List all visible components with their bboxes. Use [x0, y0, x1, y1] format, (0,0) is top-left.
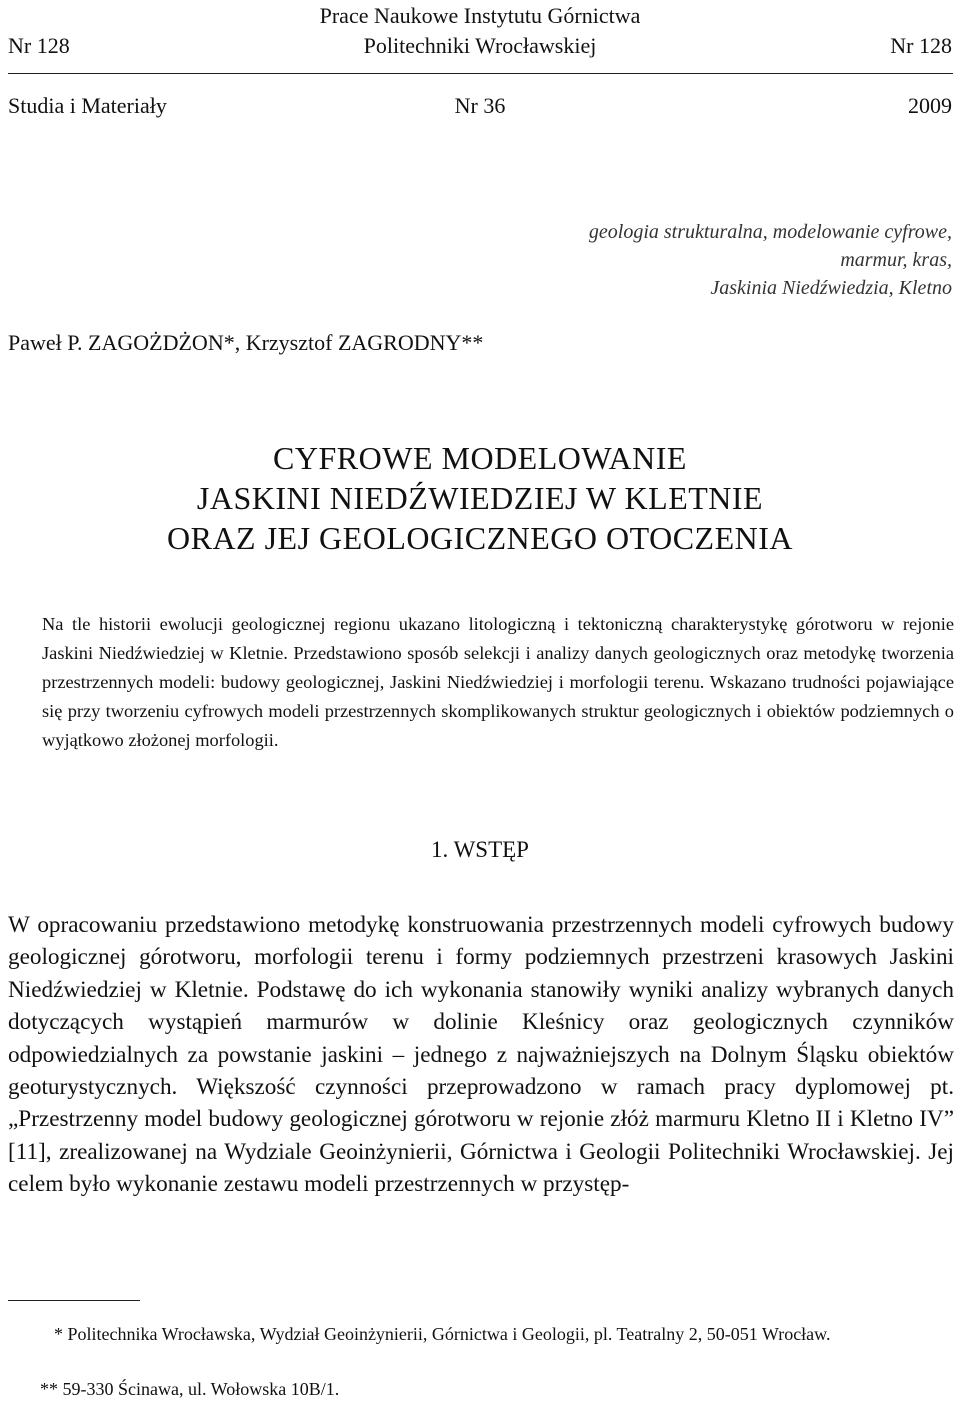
abstract: Na tle historii ewolucji geologicznej regionu ukazano litologiczną i tektoniczną charakterystykę górotworu w rejonie Jaskini Niedźwiedziej w Kletnie. Przedstawiono sposób selekcji i analizy danych geologicznych oraz metodykę tworzenia przestrzennych modeli: budowy geologicznej, Jaskini Niedźwiedziej i morfologii terenu. Wskazano trudności pojawiające się przy tworzeniu cyfrowych modeli przestrzennych skomplikowanych struktur geologicznych i obiektów podziemnych o wyjątkowo złożonej morfologii. — [42, 614, 954, 750]
journal-name-line2: Politechniki Wrocławskiej — [363, 33, 597, 58]
section-heading: 1. WSTĘP — [431, 837, 529, 862]
journal-name-line1: Prace Naukowe Instytutu Górnictwa — [319, 3, 641, 28]
keyword-line: marmur, kras, — [840, 249, 952, 271]
paper-title-line: ORAZ JEJ GEOLOGICZNEGO OTOCZENIA — [166, 520, 793, 556]
footnote-affiliation: * Politechnika Wrocławska, Wydział Geoinżynierii, Górnictwa i Geologii, pl. Teatralny 2, 50-051 Wrocław. — [54, 1324, 831, 1344]
body-paragraph: W opracowaniu przedstawiono metodykę konstruowania przestrzennych modeli cyfrowych budowy geologicznej górotworu, morfologii terenu i formy podziemnych przestrzeni krasowych Jaskini Niedźwiedziej w Kletnie. Podstawę do ich wykonania stanowiły wyniki analizy wybranych danych dotyczących wystąpień marmurów w dolinie Kleśnicy oraz geologicznych czynników odpowiedzialnych za powstanie jaskini – jednego z najważniejszych na Dolnym Śląsku obiektów geoturystycznych. Większość czynności przeprowadzono w ramach pracy dyplomowej pt. „Przestrzenny model budowy geologicznej górotworu w rejonie złóż marmuru Kletno II i Kletno IV” [11], zrealizowanej na Wydziale Geoinżynierii, Górnictwa i Geologii Politechniki Wrocławskiej. Jej celem było wykonanie zestawu modeli przestrzennych w przystęp- — [8, 912, 954, 1198]
keyword-line: geologia strukturalna, modelowanie cyfrowe, — [588, 221, 952, 243]
issue-number-right: Nr 128 — [890, 33, 952, 58]
series-year: 2009 — [908, 93, 952, 118]
series-name: Studia i Materiały — [8, 93, 167, 118]
issue-number-left: Nr 128 — [8, 33, 70, 58]
header-rule — [8, 73, 953, 74]
authors: Paweł P. ZAGOŻDŻON*, Krzysztof ZAGRODNY** — [8, 330, 484, 355]
keyword-line: Jaskinia Niedźwiedzia, Kletno — [710, 277, 952, 299]
paper-title-line: CYFROWE MODELOWANIE — [273, 440, 687, 476]
footnote-address: ** 59-330 Ścinawa, ul. Wołowska 10B/1. — [40, 1379, 340, 1399]
series-number: Nr 36 — [454, 93, 506, 118]
paper-title-line: JASKINI NIEDŹWIEDZIEJ W KLETNIE — [196, 480, 764, 516]
footnote-rule — [8, 1300, 140, 1301]
